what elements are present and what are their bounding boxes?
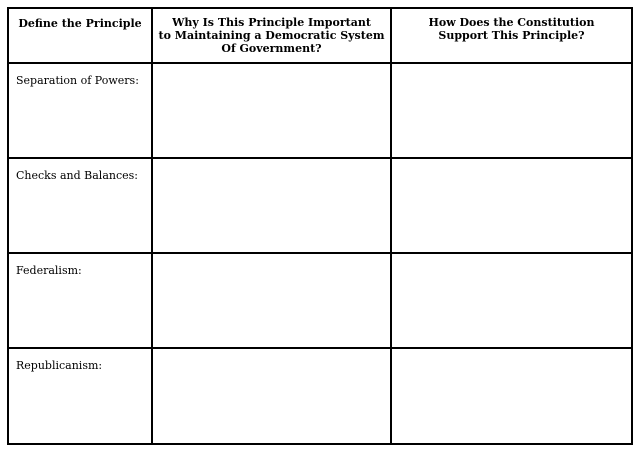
header-row <box>8 8 632 63</box>
table-row <box>8 348 632 444</box>
header-constitution-support-line-2: Support This Principle? <box>438 29 585 42</box>
answer-cell-constitution-support[interactable] <box>391 63 632 158</box>
answer-cell-why-important[interactable] <box>152 63 391 158</box>
header-why-important-line-3: Of Government? <box>221 42 322 55</box>
row-label-republicanism: Republicanism: <box>8 348 152 444</box>
answer-cell-why-important[interactable] <box>152 158 391 253</box>
table-row <box>8 253 632 348</box>
table-row <box>8 158 632 253</box>
table-row <box>8 63 632 158</box>
answer-cell-why-important[interactable] <box>152 348 391 444</box>
principles-worksheet-table <box>7 7 633 445</box>
answer-cell-constitution-support[interactable] <box>391 158 632 253</box>
header-define-principle-text: Define the Principle <box>18 17 142 30</box>
answer-cell-constitution-support[interactable] <box>391 253 632 348</box>
row-label-checks-and-balances: Checks and Balances: <box>8 158 152 253</box>
header-constitution-support <box>391 8 632 63</box>
header-why-important-line-2: to Maintaining a Democratic System <box>158 29 385 42</box>
header-why-important <box>152 8 391 63</box>
answer-cell-constitution-support[interactable] <box>391 348 632 444</box>
header-define-principle <box>8 8 152 63</box>
header-why-important-line-1: Why Is This Principle Important <box>172 16 371 29</box>
answer-cell-why-important[interactable] <box>152 253 391 348</box>
row-label-federalism: Federalism: <box>8 253 152 348</box>
row-label-separation-of-powers: Separation of Powers: <box>8 63 152 158</box>
header-constitution-support-line-1: How Does the Constitution <box>428 16 595 29</box>
